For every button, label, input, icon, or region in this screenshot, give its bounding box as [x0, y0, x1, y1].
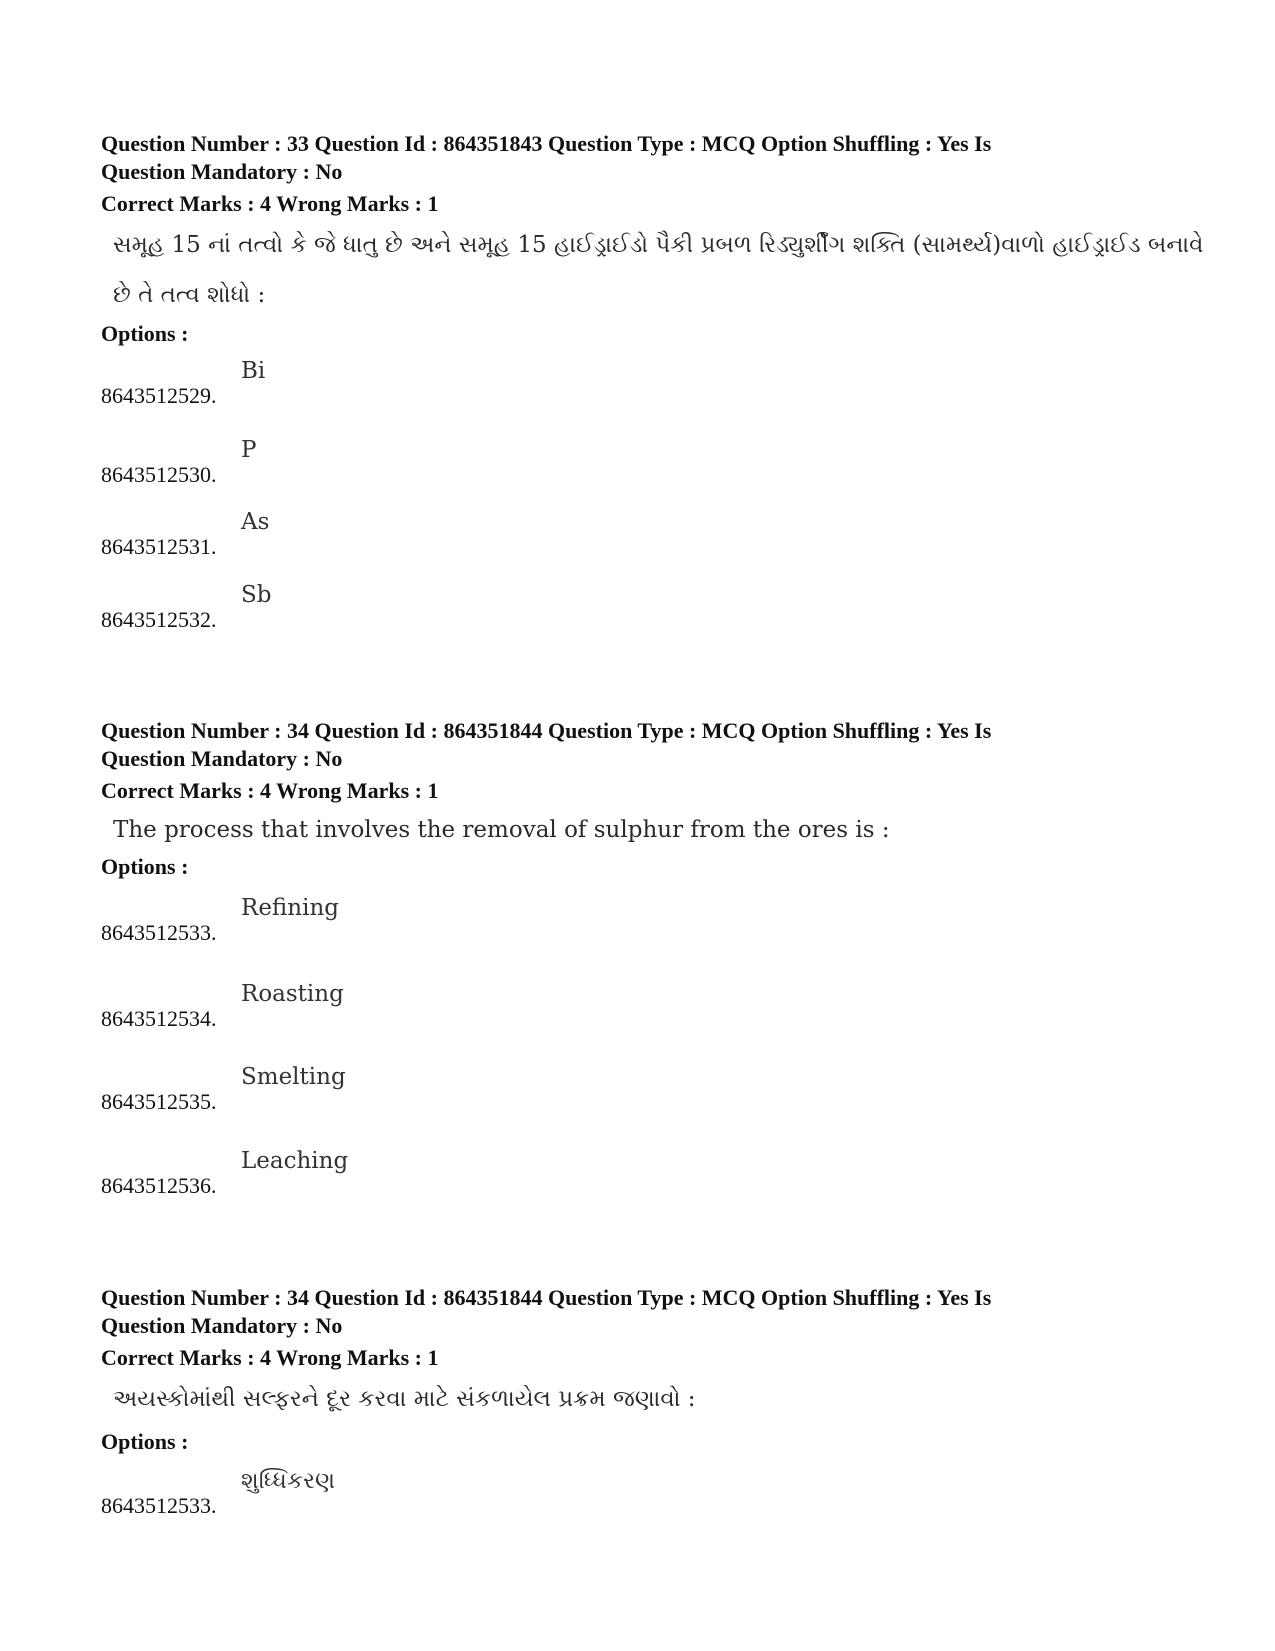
question-marks: Correct Marks : 4 Wrong Marks : 1 — [101, 191, 439, 216]
question-meta: Question Number : 33 Question Id : 864351843 Question Type : MCQ Option Shuffling : Yes Is — [101, 131, 992, 156]
question-text — [101, 1374, 1221, 1424]
option-id: 8643512533. — [101, 1493, 217, 1518]
question-text-line: છે તે તત્વ શોધો : — [113, 282, 266, 308]
options-label: Options : — [101, 321, 189, 346]
options-list — [101, 881, 1221, 1211]
question-text-line: અયસ્કોમાંથી સલ્ફરને દૂર કરવા માટે સંકળાયેલ પ્રક્રમ જણાવો : — [113, 1386, 696, 1412]
question-mandatory: Question Mandatory : No — [101, 1313, 343, 1338]
option-id: 8643512533. — [101, 920, 217, 945]
option-text: Refining — [241, 895, 339, 921]
option-id: 8643512534. — [101, 1006, 217, 1031]
option-text: Bi — [241, 358, 266, 384]
question-text — [101, 220, 1221, 320]
question-marks: Correct Marks : 4 Wrong Marks : 1 — [101, 1345, 439, 1370]
option-id: 8643512536. — [101, 1173, 217, 1198]
option-id: 8643512530. — [101, 462, 217, 487]
options-label: Options : — [101, 854, 189, 879]
option-id: 8643512532. — [101, 607, 217, 632]
option-id: 8643512529. — [101, 383, 217, 408]
question-mandatory: Question Mandatory : No — [101, 159, 343, 184]
question-block — [101, 130, 1221, 638]
option-text: શુધ્ધિકરણ — [241, 1468, 336, 1494]
question-meta: Question Number : 34 Question Id : 864351844 Question Type : MCQ Option Shuffling : Yes Is — [101, 718, 992, 743]
question-text — [101, 813, 1221, 847]
option-text: Leaching — [241, 1148, 349, 1174]
option-text: P — [241, 437, 257, 463]
option-text: As — [241, 509, 270, 535]
question-meta: Question Number : 34 Question Id : 864351844 Question Type : MCQ Option Shuffling : Yes Is — [101, 1285, 992, 1310]
question-text-line: The process that involves the removal of sulphur from the ores is : — [113, 817, 890, 843]
option-id: 8643512535. — [101, 1089, 217, 1114]
option-text: Smelting — [241, 1064, 346, 1090]
option-text: Roasting — [241, 981, 344, 1007]
question-mandatory: Question Mandatory : No — [101, 746, 343, 771]
option-id: 8643512531. — [101, 534, 217, 559]
options-label: Options : — [101, 1429, 189, 1454]
question-block — [101, 717, 1221, 1211]
question-block — [101, 1284, 1221, 1536]
question-marks: Correct Marks : 4 Wrong Marks : 1 — [101, 778, 439, 803]
options-list — [101, 1456, 1221, 1536]
options-list — [101, 348, 1221, 638]
option-text: Sb — [241, 582, 272, 608]
question-text-line: સમૂહ 15 નાં તત્વો કે જે ધાતુ છે અને સમૂહ 15 હાઈડ્રાઈડો પૈકી પ્રબળ રિડ્યુર્શીંગ શક્તિ (સામર્થ્ય)વાળો હાઈડ્રાઈડ બનાવે — [113, 232, 1204, 258]
